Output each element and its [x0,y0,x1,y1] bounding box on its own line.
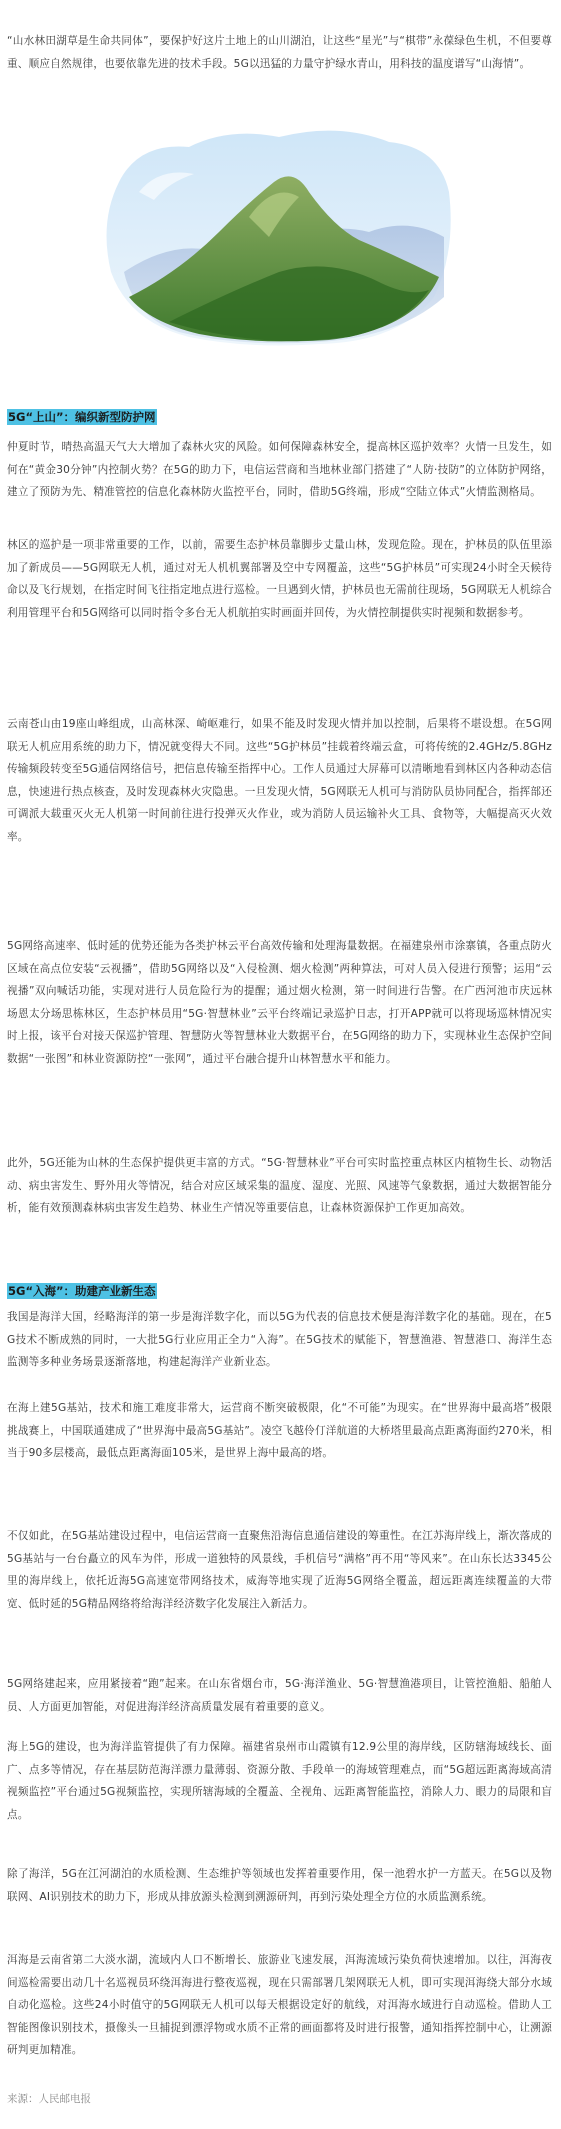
intro-paragraph: “山水林田湖草是生命共同体”，要保护好这片土地上的山川湖泊，让这些“星光”与“棋带”永葆绿色生机，不但要尊重、顺应自然规律，也要依靠先进的技术手段。5G以迅猛的力量守护绿水青山，用科技的温度谱写“山海情”。 [7,35,552,70]
paragraph: 海上5G的建设，也为海洋监管提供了有力保障。福建省泉州市山霞镇有12.9公里的海岸线，区防辖海域线长、面广、点多等情况，存在基层防范海洋漂力量薄弱、资源分散、手段单一的海域管理难点，而“5G超远距离海域高清视频监控”平台通过5G视频监控，实现所辖海域的全覆盖、全视角、远距离智能监控，消除人力、眼力的局限和盲点。 [7,1741,552,1821]
paragraph: 洱海是云南省第二大淡水湖，流域内人口不断增长、旅游业飞速发展，洱海流域污染负荷快速增加。以往，洱海夜间巡检需要出动几十名巡视员环绕洱海进行整夜巡视，现在只需部署几架网联无人机，即可实现洱海绕大部分水域自动化巡检。这些24小时值守的5G网联无人机可以每天根据设定好的航线，对洱海水域进行自动巡检。借助人工智能图像识别技术，摄像头一旦捕捉到漂浮物或水质不正常的画面都将及时进行报警，通知指挥控制中心，让溯源研判更加精准。 [7,1954,552,2056]
heading-highlight: 5G“上山”：编织新型防护网 [8,410,156,424]
paragraph: 除了海洋，5G在江河湖泊的水质检测、生态维护等领域也发挥着重要作用，保一池碧水护一方蓝天。在5G以及物联网、AI识别技术的助力下，形成从排放源头检测到溯源研判，再到污染处理全方位的水质监测系统。 [7,1868,552,1903]
paragraph: 不仅如此，在5G基站建设过程中，电信运营商一直聚焦沿海信息通信建设的筹重性。在江苏海岸线上，渐次落成的5G基站与一台台矗立的风车为伴，形成一道独特的风景线，手机信号“满格”再不用“等风来”。在山东长达3345公里的海岸线上，依托近海5G高速宽带网络技术，威海等地实现了近海5G网络全覆盖，超远距离连续覆盖的大带宽、低时延的5G精品网络将给海洋经济数字化发展注入新活力。 [7,1530,552,1610]
mountain-landscape-illustration [99,122,456,349]
paragraph: 5G网络高速率、低时延的优势还能为各类护林云平台高效传输和处理海量数据。在福建泉州市涂寨镇，各重点防火区域在高点位安装“云视播”，借助5G网络以及“入侵检测、烟火检测”两种算法，可对人员入侵进行预警；运用“云视播”双向喊话功能，实现对进行人员危险行为的提醒；通过烟火检测，第一时间进行告警。在广西河池市庆远林场恩太分场思栋林区，生态护林员用“5G·智慧林业”云平台终端记录巡护日志，打开APP就可以将现场巡林情况实时上报，该平台对接天保巡护管理、智慧防火等智慧林业大数据平台，在5G网络的助力下，实现林业生态保护空间数据“一张图”和林业资源防控“一张网”，通过平台融合提升山林智慧水平和能力。 [7,940,552,1065]
section-heading-sea [7,1283,157,1300]
section-heading-mountain [7,409,157,426]
paragraph: 林区的巡护是一项非常重要的工作，以前，需要生态护林员靠脚步丈量山林，发现危险。现在，护林员的队伍里添加了新成员——5G网联无人机，通过对无人机机翼部署及空中专网覆盖，这些“5G护林员”可实现24小时全天候待命以及飞行规划，在指定时间飞往指定地点进行巡检。一旦遇到火情，护林员也无需前往现场，5G网联无人机综合利用管理平台和5G网络可以同时指令多台无人机航拍实时画面并回传，为火情控制提供实时视频和数据参考。 [7,539,552,619]
paragraph: 5G网络建起来，应用紧接着“跑”起来。在山东省烟台市，5G·海洋渔业、5G·智慧渔港项目，让管控渔船、船舶人员、人方面更加智能，对促进海洋经济高质量发展有着重要的意义。 [7,1678,552,1713]
paragraph: 仲夏时节，晴热高温天气大大增加了森林火灾的风险。如何保障森林安全，提高林区巡护效率？火情一旦发生，如何在“黄金30分钟”内控制火势？在5G的助力下，电信运营商和当地林业部门搭建了“人防·技防”的立体防护网络，建立了预防为先、精准管控的信息化森林防火监控平台，同时，借助5G终端，形成“空陆立体式”火情监测格局。 [7,441,552,498]
paragraph: 在海上建5G基站，技术和施工难度非常大，运营商不断突破极限，化“不可能”为现实。在“世界海中最高塔”极限挑战赛上，中国联通建成了“世界海中最高5G基站”。凌空飞越伶仃洋航道的大桥塔里最高点距离海面约270米，相当于90多层楼高，最低点距离海面105米，是世界上海中最高的塔。 [7,1402,552,1459]
paragraph: 此外，5G还能为山林的生态保护提供更丰富的方式。“5G·智慧林业”平台可实时监控重点林区内植物生长、动物活动、病虫害发生、野外用火等情况，结合对应区域采集的温度、湿度、光照、风速等气象数据，通过大数据智能分析，能有效预测森林病虫害发生趋势、林业生产情况等重要信息，让森林资源保护工作更加高效。 [7,1157,552,1214]
source-credit: 来源：人民邮电报 [7,2093,91,2105]
paragraph: 我国是海洋大国，经略海洋的第一步是海洋数字化，而以5G为代表的信息技术便是海洋数字化的基础。现在，在5G技术不断成熟的同时，一大批5G行业应用正全力“入海”。在5G技术的赋能下，智慧渔港、智慧港口、海洋生态监测等多种业务场景逐渐落地，构建起海洋产业新业态。 [7,1311,552,1368]
heading-highlight: 5G“入海”：助建产业新生态 [8,1284,156,1298]
paragraph: 云南苍山由19座山峰组成，山高林深、崎岖难行，如果不能及时发现火情并加以控制，后果将不堪设想。在5G网联无人机应用系统的助力下，情况就变得大不同。这些“5G护林员”挂载着终端云盒，可将传统的2.4GHz/5.8GHz传输频段转变至5G通信网络信号，把信息传输至指挥中心。工作人员通过大屏幕可以清晰地看到林区内各种动态信息，快速进行热点核查，及时发现森林火灾隐患。一旦发现火情，5G网联无人机可与消防队员协同配合，指挥部还可调派大载重灭火无人机第一时间前往进行投弹灭火作业，或为消防人员运输补火工具、食物等，大幅提高灭火效率。 [7,718,552,843]
